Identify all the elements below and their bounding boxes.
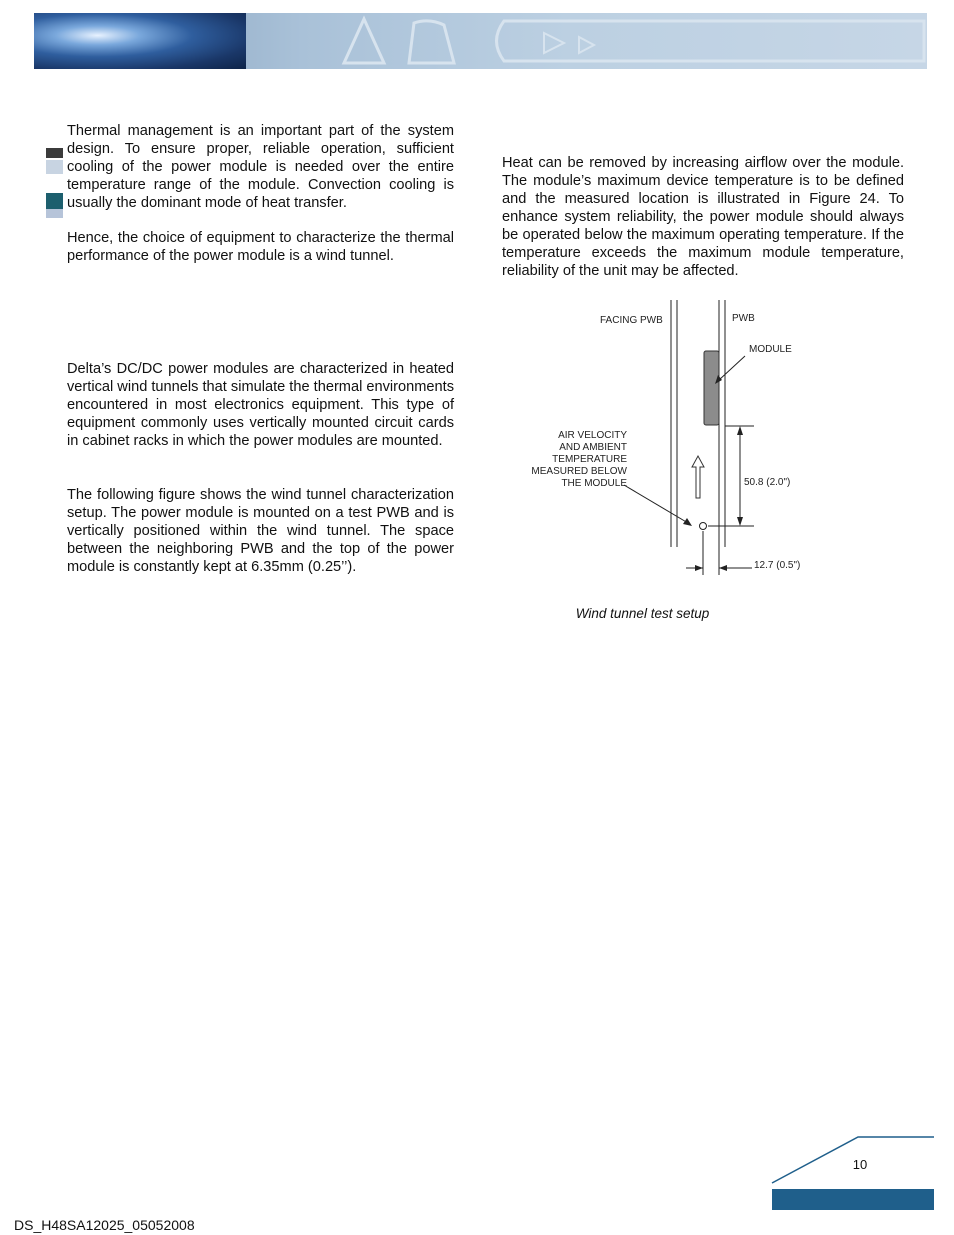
banner-logo-shapes <box>34 13 927 69</box>
page-number: 10 <box>852 1157 868 1172</box>
measurement-point <box>700 523 707 530</box>
wind-tunnel-diagram <box>500 295 820 585</box>
label-air-line-5: THE MODULE <box>561 478 627 489</box>
right-paragraph-1: Heat can be removed by increasing airflow over the module. The module’s maximum device temperature is to be defined and the measured location is illustrated in Figure 24. To enhance system reliability, the power module should always be operated below the maximum operating temperature. If the temperature exceeds the maximum module temperature, reliability of the unit may be affected. <box>502 155 904 279</box>
label-dim-vertical: 50.8 (2.0") <box>744 477 791 488</box>
airflow-arrow-icon <box>692 456 704 498</box>
left-paragraph-1: Thermal management is an important part of the system design. To ensure proper, reliable operation, sufficient cooling of the power module is needed over the entire temperature range of the module. Convection cooling is usually the dominant mode of heat transfer. <box>67 123 454 211</box>
left-paragraph-4: The following figure shows the wind tunnel characterization setup. The power module is mounted on a test PWB and is vertically positioned within the wind tunnel. The space between the neighboring PWB and the top of the power module is constantly kept at 6.35mm (0.25’’). <box>67 487 454 575</box>
label-pwb: PWB <box>732 313 755 324</box>
document-id: DS_H48SA12025_05052008 <box>14 1217 195 1233</box>
left-paragraph-2: Hence, the choice of equipment to characterize the thermal performance of the power module is a wind tunnel. <box>67 230 454 264</box>
label-air-line-2: AND AMBIENT <box>559 442 627 453</box>
side-square-dark <box>46 148 63 158</box>
side-square-light <box>46 160 63 174</box>
label-air-line-3: TEMPERATURE <box>552 454 627 465</box>
label-module: MODULE <box>749 344 792 355</box>
header-banner <box>34 13 927 69</box>
side-square-teal <box>46 193 63 209</box>
label-facing-pwb: FACING PWB <box>600 315 663 326</box>
left-paragraph-3: Delta’s DC/DC power modules are characterized in heated vertical wind tunnels that simulate the thermal environments encountered in most electronics equipment. This type of equipment commonly uses vertically mounted circuit cards in cabinet racks in which the power modules are mounted. <box>67 361 454 449</box>
footer-decoration <box>770 1133 936 1213</box>
label-dim-horizontal: 12.7 (0.5") <box>754 560 801 571</box>
side-square-pale <box>46 209 63 218</box>
figure-caption: Wind tunnel test setup <box>575 606 710 621</box>
label-air-line-1: AIR VELOCITY <box>558 430 627 441</box>
module-shape <box>704 351 719 425</box>
label-air-line-4: MEASURED BELOW <box>531 466 627 477</box>
